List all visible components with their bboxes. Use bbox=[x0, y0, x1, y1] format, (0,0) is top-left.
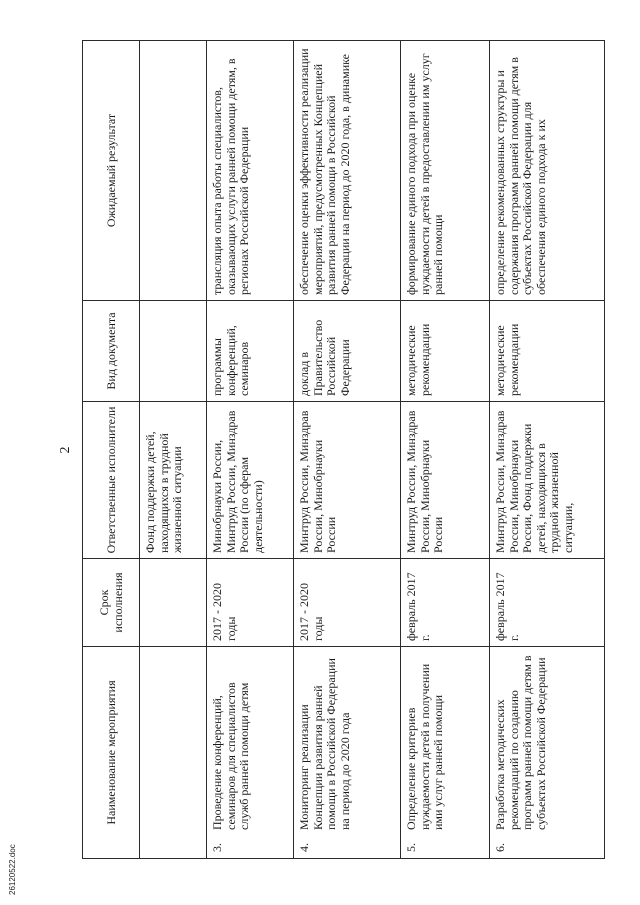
row-number: 5. bbox=[404, 843, 418, 852]
header-result: Ожидаемый результат bbox=[83, 41, 140, 301]
cell-responsible: Минтруд России, Минздрав России, Минобрнауки России bbox=[294, 402, 401, 559]
page-number: 2 bbox=[58, 446, 73, 454]
document-filename: 26120522.doc bbox=[8, 844, 17, 895]
cell-empty bbox=[140, 301, 207, 402]
table-row bbox=[401, 41, 490, 859]
cell-responsible: Минтруд России, Минздрав России, Минобрнауки России, Фонд поддержки детей, находящихся в трудной жизненной ситуации, bbox=[490, 402, 605, 559]
cell-responsible: Минобрнауки России, Минтруд России, Минздрав России (по сферам деятельности) bbox=[207, 402, 294, 559]
action-plan-table bbox=[82, 40, 605, 859]
cell-empty bbox=[140, 647, 207, 859]
event-name: Определение критериев нуждаемости детей в получении ими услуг ранней помощи bbox=[404, 663, 445, 830]
row-number: 6. bbox=[493, 843, 507, 852]
table-row bbox=[294, 41, 401, 859]
cell-responsible: Фонд поддержки детей, находящихся в трудной жизненной ситуации bbox=[140, 402, 207, 559]
cell-name bbox=[294, 647, 401, 859]
cell-name bbox=[490, 647, 605, 859]
cell-result: определение рекомендованных структуры и содержания программ ранней помощи детям в субъектах Российской Федерации для обеспечения единого подхода к их bbox=[490, 41, 605, 301]
cell-term: 2017 - 2020 годы bbox=[207, 559, 294, 647]
cell-name bbox=[207, 647, 294, 859]
cell-result: трансляция опыта работы специалистов, оказывающих услуги ранней помощи детям, в регионах Российской Федерации bbox=[207, 41, 294, 301]
table-header-row bbox=[83, 41, 140, 859]
header-doc-type: Вид документа bbox=[83, 301, 140, 402]
cell-doc-type: доклад в Правительство Российской Федерации bbox=[294, 301, 401, 402]
table-row bbox=[207, 41, 294, 859]
cell-empty bbox=[140, 41, 207, 301]
cell-term: 2017 - 2020 годы bbox=[294, 559, 401, 647]
cell-name bbox=[401, 647, 490, 859]
cell-term: февраль 2017 г. bbox=[401, 559, 490, 647]
cell-result: формирование единого подхода при оценке нуждаемости детей в предоставлении им услуг ранней помощи bbox=[401, 41, 490, 301]
cell-result: обеспечение оценки эффективности реализации мероприятий, предусмотренных Концепцией развития ранней помощи в Российской Федерации на период до 2020 года, в динамике bbox=[294, 41, 401, 301]
row-number: 4. bbox=[297, 843, 311, 852]
table-row bbox=[490, 41, 605, 859]
event-name: Разработка методических рекомендаций по созданию программ ранней помощи детям в субъектах Российской Федерации bbox=[493, 655, 548, 830]
header-responsible: Ответственные исполнители bbox=[83, 402, 140, 559]
header-name: Наименование мероприятия bbox=[83, 647, 140, 859]
event-name: Проведение конференций, семинаров для специалистов служб ранней помощи детям bbox=[210, 682, 251, 830]
rotated-content bbox=[58, 41, 575, 859]
cell-empty bbox=[140, 559, 207, 647]
cell-doc-type: методические рекомендации bbox=[401, 301, 490, 402]
event-name: Мониторинг реализации Концепции развития ранней помощи в Российской Федерации на период до 2020 года bbox=[297, 658, 352, 830]
table-row-continuation bbox=[140, 41, 207, 859]
cell-doc-type: программы конференций, семинаров bbox=[207, 301, 294, 402]
cell-term: февраль 2017 г. bbox=[490, 559, 605, 647]
cell-doc-type: методические рекомендации bbox=[490, 301, 605, 402]
header-term: Срок исполнения bbox=[83, 559, 140, 647]
row-number: 3. bbox=[210, 843, 224, 852]
cell-responsible: Минтруд России, Минздрав России, Минобрнауки России bbox=[401, 402, 490, 559]
